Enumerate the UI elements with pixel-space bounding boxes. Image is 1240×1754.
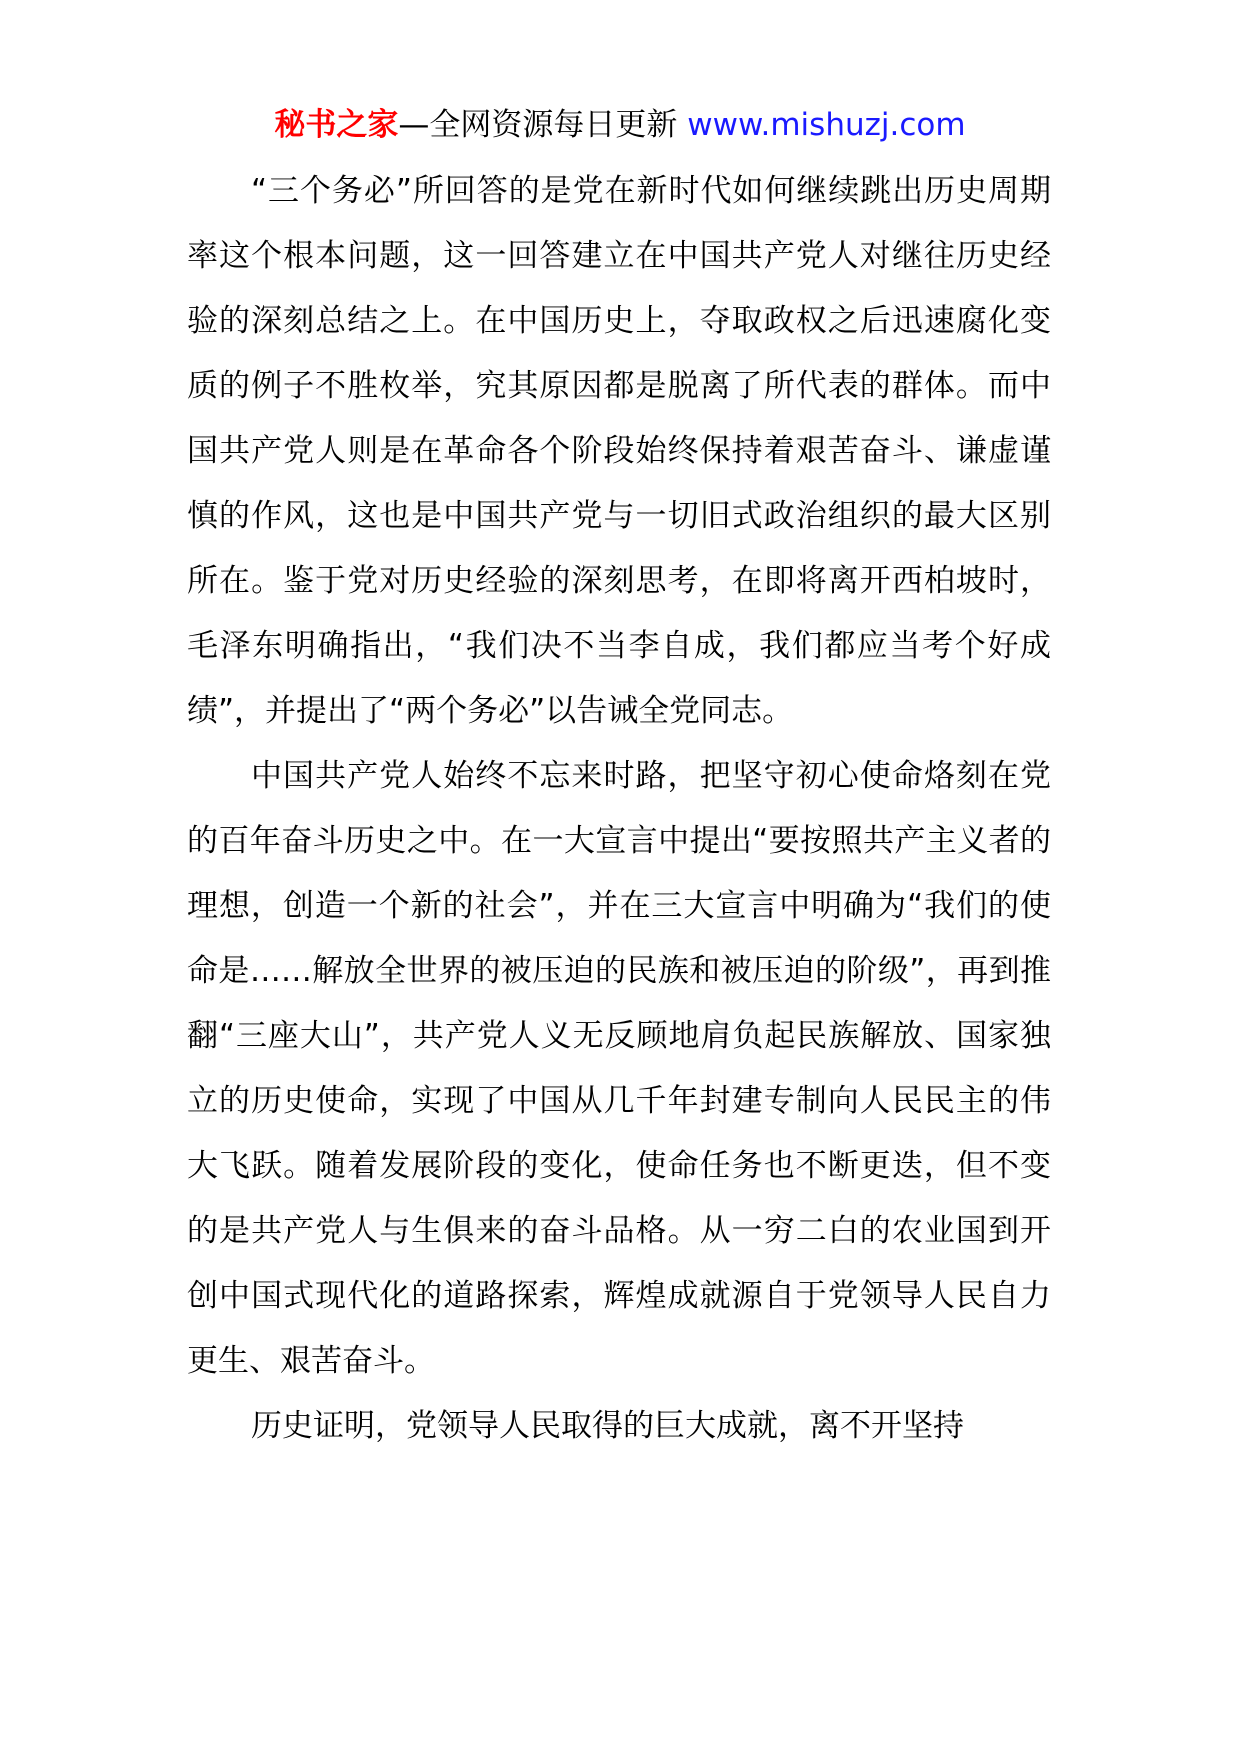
paragraph: 中国共产党人始终不忘来时路，把坚守初心使命烙刻在党的百年奋斗历史之中。在一大宣言中提出“要按照共产主义者的理想，创造一个新的社会”，并在三大宣言中明确为“我们的使命是……解放全世界的被压迫的民族和被压迫的阶级”，再到推翻“三座大山”，共产党人义无反顾地肩负起民族解放、国家独立的历史使命，实现了中国从几千年封建专制向人民民主的伟大飞跃。随着发展阶段的变化，使命任务也不断更迭，但不变的是共产党人与生俱来的奋斗品格。从一穷二白的农业国到开创中国式现代化的道路探索，辉煌成就源自于党领导人民自力更生、艰苦奋斗。 — [187, 758, 1051, 1379]
site-url-link[interactable]: www.mishuzj.com — [687, 107, 966, 143]
brand-name: 秘书之家 — [274, 107, 399, 143]
paragraph: “三个务必”所回答的是党在新时代如何继续跳出历史周期率这个根本问题，这一回答建立在中国共产党人对继往历史经验的深刻总结之上。在中国历史上，夺取政权之后迅速腐化变质的例子不胜枚举，究其原因都是脱离了所代表的群体。而中国共产党人则是在革命各个阶段始终保持着艰苦奋斗、谦虚谨慎的作风，这也是中国共产党与一切旧式政治组织的最大区别所在。鉴于党对历史经验的深刻思考，在即将离开西柏坡时，毛泽东明确指出，“我们决不当李自成，我们都应当考个好成绩”，并提出了“两个务必”以告诫全党同志。 — [187, 173, 1051, 729]
paragraph: 历史证明，党领导人民取得的巨大成就，离不开坚持 — [251, 1408, 964, 1444]
document-body — [187, 159, 1051, 1459]
watermark-header — [0, 98, 1240, 152]
header-tagline: —全网资源每日更新 — [398, 107, 678, 143]
